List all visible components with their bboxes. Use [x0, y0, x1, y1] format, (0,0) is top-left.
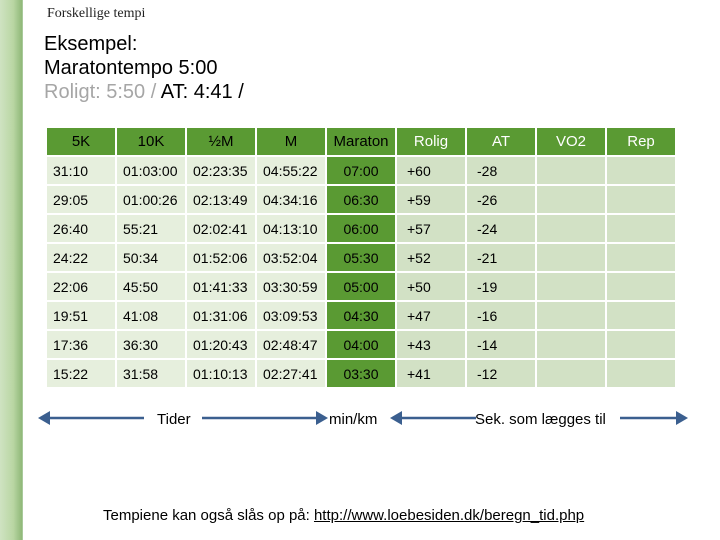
sidebar: [0, 0, 22, 540]
example-paces: [44, 80, 244, 104]
label-sek: Sek. som lægges til: [475, 411, 606, 428]
table-cell: 45:50: [117, 273, 185, 300]
label-min-km: min/km: [329, 411, 378, 428]
table-cell: 03:30: [327, 360, 395, 387]
table-cell: +50: [397, 273, 465, 300]
table-cell: 01:10:13: [187, 360, 255, 387]
table-header-row: [47, 128, 675, 155]
label-tider: Tider: [157, 411, 191, 428]
table-cell: [607, 215, 675, 242]
table-cell: -28: [467, 157, 535, 184]
table-cell: 15:22: [47, 360, 115, 387]
table-cell: 31:58: [117, 360, 185, 387]
footer: [103, 507, 584, 524]
table-cell: -19: [467, 273, 535, 300]
table-cell: 17:36: [47, 331, 115, 358]
table-cell: [607, 157, 675, 184]
table-row: [47, 157, 675, 184]
table-cell: 01:00:26: [117, 186, 185, 213]
table-cell: 19:51: [47, 302, 115, 329]
table-cell: 01:52:06: [187, 244, 255, 271]
table-cell: [607, 186, 675, 213]
table-cell: [607, 331, 675, 358]
table-row: [47, 360, 675, 387]
table-cell: 07:00: [327, 157, 395, 184]
table-cell: 02:02:41: [187, 215, 255, 242]
col-rep: Rep: [607, 128, 675, 155]
table-cell: 06:30: [327, 186, 395, 213]
left-arrow-icon-2: [388, 408, 478, 428]
table-row: [47, 273, 675, 300]
col-half-marathon: ½M: [187, 128, 255, 155]
table-cell: [607, 360, 675, 387]
right-arrow-icon-2: [618, 408, 690, 428]
table-cell: [607, 273, 675, 300]
table-cell: 05:30: [327, 244, 395, 271]
table-cell: +41: [397, 360, 465, 387]
example-easy-pace: Roligt: 5:50 /: [44, 81, 161, 103]
right-arrow-icon-1: [200, 408, 330, 428]
table-cell: 31:10: [47, 157, 115, 184]
tempo-table: [45, 126, 677, 389]
example-marathon-pace: Maratontempo 5:00: [44, 57, 218, 79]
table-cell: +57: [397, 215, 465, 242]
footer-text: Tempiene kan også slås op på:: [103, 507, 314, 524]
table-cell: 41:08: [117, 302, 185, 329]
table-cell: -24: [467, 215, 535, 242]
table-cell: 03:09:53: [257, 302, 325, 329]
slide-header: Forskellige tempi: [47, 6, 146, 21]
table-cell: +43: [397, 331, 465, 358]
footer-link[interactable]: http://www.loebesiden.dk/beregn_tid.php: [313, 507, 585, 524]
table-cell: 02:27:41: [257, 360, 325, 387]
table-cell: 01:41:33: [187, 273, 255, 300]
sidebar-bar: [0, 0, 23, 540]
table-cell: 50:34: [117, 244, 185, 271]
left-arrow-icon: [36, 408, 146, 428]
table-cell: -16: [467, 302, 535, 329]
col-vo2: VO2: [537, 128, 605, 155]
table-cell: +59: [397, 186, 465, 213]
table-cell: +47: [397, 302, 465, 329]
table-cell: 22:06: [47, 273, 115, 300]
table-cell: 04:55:22: [257, 157, 325, 184]
table-cell: [537, 186, 605, 213]
table-cell: 02:48:47: [257, 331, 325, 358]
table-cell: [537, 244, 605, 271]
table-cell: [607, 244, 675, 271]
table-cell: 04:13:10: [257, 215, 325, 242]
table-row: [47, 331, 675, 358]
table-cell: 55:21: [117, 215, 185, 242]
table-row: [47, 302, 675, 329]
table-cell: 02:13:49: [187, 186, 255, 213]
table-cell: [607, 302, 675, 329]
table-row: [47, 215, 675, 242]
table-cell: [537, 331, 605, 358]
col-rolig: Rolig: [397, 128, 465, 155]
table-cell: 05:00: [327, 273, 395, 300]
table-cell: [537, 360, 605, 387]
table-cell: 02:23:35: [187, 157, 255, 184]
table-cell: -26: [467, 186, 535, 213]
table-cell: 04:00: [327, 331, 395, 358]
table-cell: 06:00: [327, 215, 395, 242]
table-cell: [537, 302, 605, 329]
table-cell: [537, 273, 605, 300]
table-cell: 01:20:43: [187, 331, 255, 358]
table-cell: +52: [397, 244, 465, 271]
table-cell: 01:03:00: [117, 157, 185, 184]
table-cell: +60: [397, 157, 465, 184]
table-cell: -14: [467, 331, 535, 358]
table-cell: [537, 157, 605, 184]
table-cell: 03:52:04: [257, 244, 325, 271]
table-cell: [537, 215, 605, 242]
col-marathon-pace: Maraton: [327, 128, 395, 155]
example-title: Eksempel:: [44, 33, 138, 55]
table-cell: 01:31:06: [187, 302, 255, 329]
col-10k: 10K: [117, 128, 185, 155]
col-at: AT: [467, 128, 535, 155]
table-cell: 03:30:59: [257, 273, 325, 300]
table-cell: 04:34:16: [257, 186, 325, 213]
table-cell: 26:40: [47, 215, 115, 242]
col-marathon: M: [257, 128, 325, 155]
table-row: [47, 244, 675, 271]
table-cell: 24:22: [47, 244, 115, 271]
table-cell: -12: [467, 360, 535, 387]
table-cell: 04:30: [327, 302, 395, 329]
table-cell: 36:30: [117, 331, 185, 358]
table-cell: -21: [467, 244, 535, 271]
col-5k: 5K: [47, 128, 115, 155]
table-row: [47, 186, 675, 213]
table-body: [47, 157, 675, 387]
table-cell: 29:05: [47, 186, 115, 213]
example-at-pace: AT: 4:41 /: [160, 81, 244, 103]
